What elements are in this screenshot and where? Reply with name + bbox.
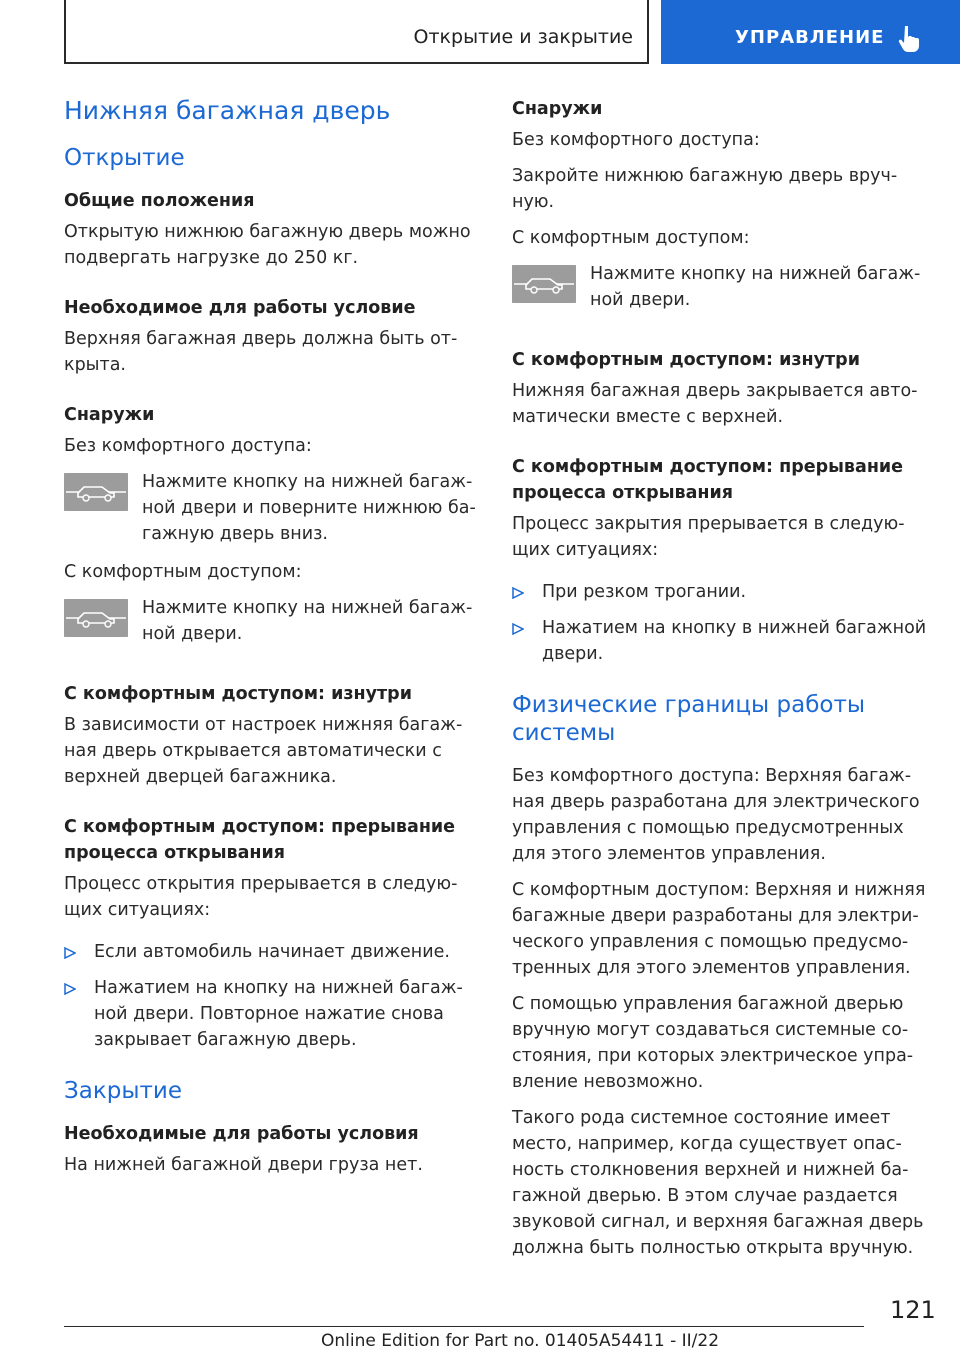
triangle-bullet-icon [64,947,76,959]
interrupt-text: Процесс закрытия прерывается в следую-щих ситуациях: [512,514,905,560]
interrupt-heading: С комфортным доступом: прерывание процесса открывания [512,457,904,503]
inside-text: В зависимости от настроек нижняя багаж-ная дверь открывается автоматически с верхней дверцей багажника. [64,715,463,787]
list-item [64,939,480,965]
general-heading: Общие положения [64,191,255,211]
footer-edition: Online Edition for Part no. 01405A54411 - II/22 [321,1331,720,1351]
button-instruction [64,469,480,547]
header-chapter-title: УПРАВЛЕНИЕ [735,27,885,48]
section-closing-title: Закрытие [64,1078,182,1104]
footer-divider [64,1326,864,1327]
inside-text: Нижняя багажная дверь закрывается авто-матически вместе с верхней. [512,381,918,427]
section-limits-title: Физические границы работы системы [512,692,866,746]
closing-requirement-text: На нижней багажной двери груза нет. [64,1155,423,1175]
pointing-hand-icon [897,24,921,52]
header-section-box [64,0,649,64]
outside-heading: Снаружи [512,99,603,119]
left-column [64,96,480,1188]
limits-text-1: Без комфортного доступа: Верхняя багаж-ная дверь разработана для электрического управления с помощью предусмотренных для этого элементов управления. [512,766,920,864]
car-tailgate-button-icon [64,599,128,637]
triangle-bullet-icon [512,623,524,635]
requirement-text: Верхняя багажная дверь должна быть от-крыта. [64,329,458,375]
page-title: Нижняя багажная дверь [64,96,391,125]
outside-heading: Снаружи [64,405,155,425]
inside-heading: С комфортным доступом: изнутри [512,350,860,370]
no-comfort-label: Без комфортного доступа: [64,436,312,456]
list-item [512,579,928,605]
button-instruction [64,595,480,655]
list-item-text: Нажатием на кнопку в нижней багажной двери. [542,618,927,664]
button-instruction [512,261,928,321]
limits-text-3: С помощью управления багажной дверью вручную могут создаваться системные со-стояния, при которых электрическое упра-вление невозможно. [512,994,914,1092]
button-instruction-text: Нажмите кнопку на нижней багаж-ной двери и поверните нижнюю ба-гажную дверь вниз. [142,472,476,544]
requirement-heading: Необходимое для работы условие [64,298,416,318]
triangle-bullet-icon [64,983,76,995]
limits-text-4: Такого рода системное состояние имеет место, например, когда существует опас-ность столкновения верхней и нижней ба-гажной дверью. В этом случае раздается звуковой сигнал, и верхняя багажная дверь должна быть полностью открыта вручную. [512,1108,924,1258]
no-comfort-label: Без комфортного доступа: [512,130,760,150]
page-number: 121 [890,1296,936,1324]
inside-heading: С комфортным доступом: изнутри [64,684,412,704]
list-item-text: Если автомобиль начинает движение. [94,942,450,962]
limits-text-2: С комфортным доступом: Верхняя и нижняя багажные двери разработаны для электри-ческого управления с помощью предусмо-тренных для этого элементов управления. [512,880,926,978]
right-column [512,96,928,1271]
triangle-bullet-icon [512,587,524,599]
list-item-text: Нажатием на кнопку на нижней багаж-ной двери. Повторное нажатие снова закрывает багажную дверь. [94,978,463,1050]
list-item [512,615,928,667]
list-item [64,975,480,1053]
with-comfort-label: С комфортным доступом: [64,562,302,582]
section-opening-title: Открытие [64,145,185,171]
car-tailgate-button-icon [64,473,128,511]
car-tailgate-button-icon [512,265,576,303]
no-comfort-text: Закройте нижнюю багажную дверь вруч-ную. [512,166,898,212]
closing-requirement-heading: Необходимые для работы условия [64,1124,419,1144]
list-item-text: При резком трогании. [542,582,747,602]
with-comfort-label: С комфортным доступом: [512,228,750,248]
button-instruction-text: Нажмите кнопку на нижней багаж-ной двери. [142,598,473,644]
button-instruction-text: Нажмите кнопку на нижней багаж-ной двери. [590,264,921,310]
header-section-title: Открытие и закрытие [413,26,633,48]
header-chapter-tab [661,0,960,64]
interrupt-text: Процесс открытия прерывается в следую-щих ситуациях: [64,874,458,920]
general-text: Открытую нижнюю багажную дверь можно подвергать нагрузке до 250 кг. [64,222,471,268]
interrupt-heading: С комфортным доступом: прерывание процесса открывания [64,817,456,863]
